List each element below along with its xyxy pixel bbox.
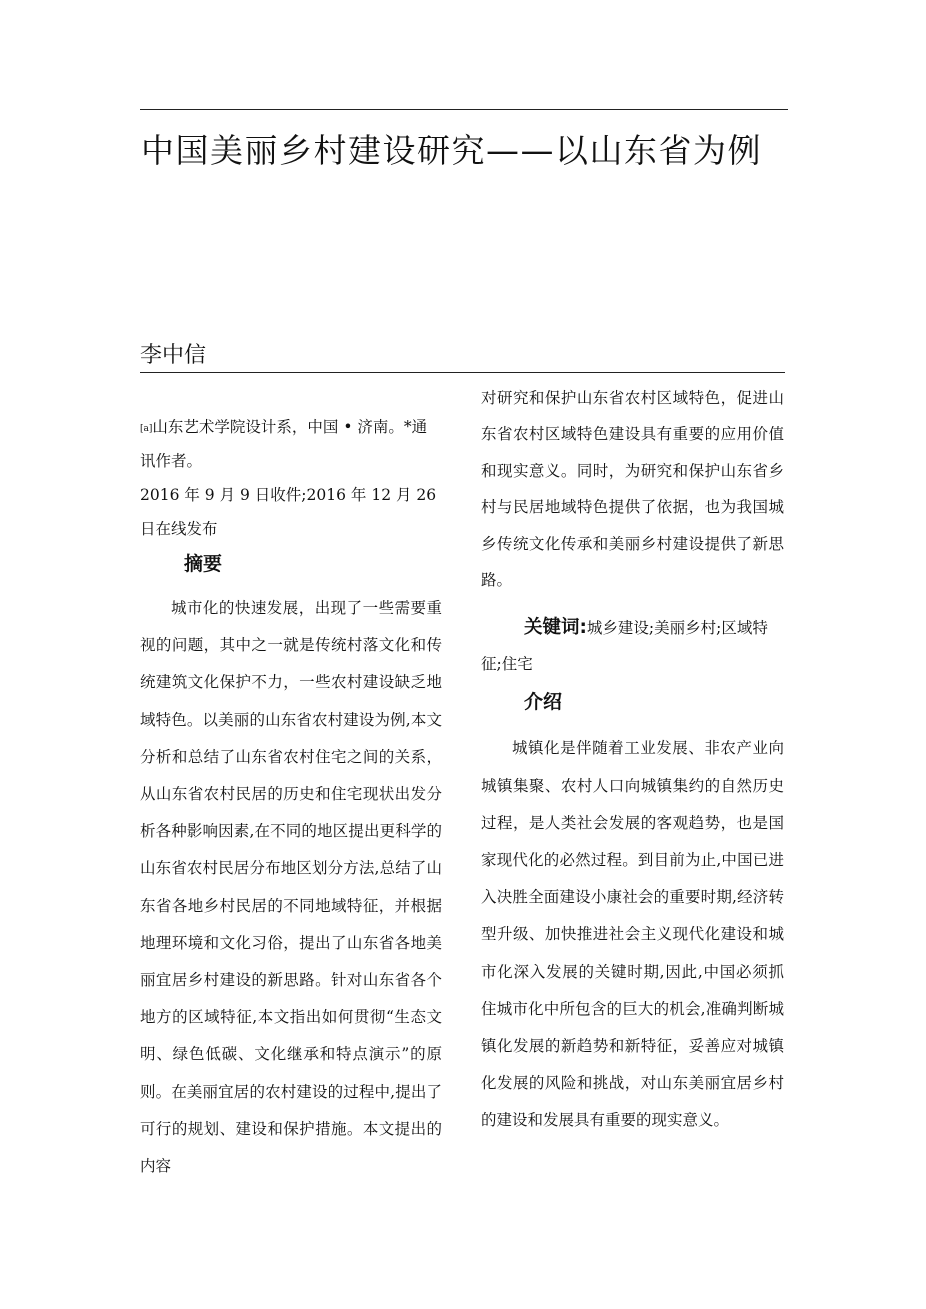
introduction-heading: 介绍	[524, 691, 563, 714]
author-name: 李中信	[140, 343, 207, 368]
keywords-text: 城乡建设;美丽乡村;区域特征;住宅	[481, 619, 768, 674]
left-column	[140, 410, 442, 1185]
abstract-heading: 摘要	[184, 553, 223, 575]
publication-dates: 2016 年 9 月 9 日收件;2016 年 12 月 26 日在线发布	[140, 486, 437, 538]
affiliation-marker: [a]	[140, 424, 153, 434]
affiliation-text: 山东艺术学院设计系，中国 • 济南。*通讯作者。	[140, 418, 428, 470]
author-rule	[140, 372, 785, 373]
introduction-body: 城镇化是伴随着工业发展、非农产业向城镇集聚、农村人口向城镇集约的自然历史过程，是人类社会发展的客观趋势，也是国家现代化的必然过程。到目前为止,中国已进入决胜全面建设小康社会的重要时期,经济转型升级、加快推进社会主义现代化建设和城市化深入发展的关键时期,因此,中国必须抓住城市化中所包含的巨大的机会,准确判断城镇化发展的新趋势和新特征，妥善应对城镇化发展的风险和挑战，对山东美丽宜居乡村的建设和发展具有重要的现实意义。	[481, 739, 784, 1130]
keywords-label: 关键词:	[524, 617, 587, 639]
abstract-continuation: 对研究和保护山东省农村区域特色，促进山东省农村区域特色建设具有重要的应用价值和现实意义。同时，为研究和保护山东省乡村与民居地域特色提供了依据，也为我国城乡传统文化传承和美丽乡村建设提供了新思路。	[481, 389, 784, 590]
paper-title: 中国美丽乡村建设研究——以山东省为例	[141, 131, 762, 170]
affiliation	[140, 410, 442, 478]
right-column	[481, 380, 784, 1140]
keywords	[481, 610, 784, 682]
abstract-body: 城市化的快速发展，出现了一些需要重视的问题，其中之一就是传统村落文化和传统建筑文化保护不力，一些农村建设缺乏地域特色。以美丽的山东省农村建设为例,本文分析和总结了山东省农村住宅之间的关系，从山东省农村民居的历史和住宅现状出发分析各种影响因素,在不同的地区提出更科学的山东省农村民居分布地区划分方法,总结了山东省各地乡村民居的不同地域特征，并根据地理环境和文化习俗，提出了山东省各地美丽宜居乡村建设的新思路。针对山东省各个地方的区域特征,本文指出如何贯彻“生态文明、绿色低碳、文化继承和特点演示”的原则。在美丽宜居的农村建设的过程中,提出了可行的规划、建设和保护措施。本文提出的内容	[140, 599, 442, 1176]
top-rule	[140, 109, 788, 110]
